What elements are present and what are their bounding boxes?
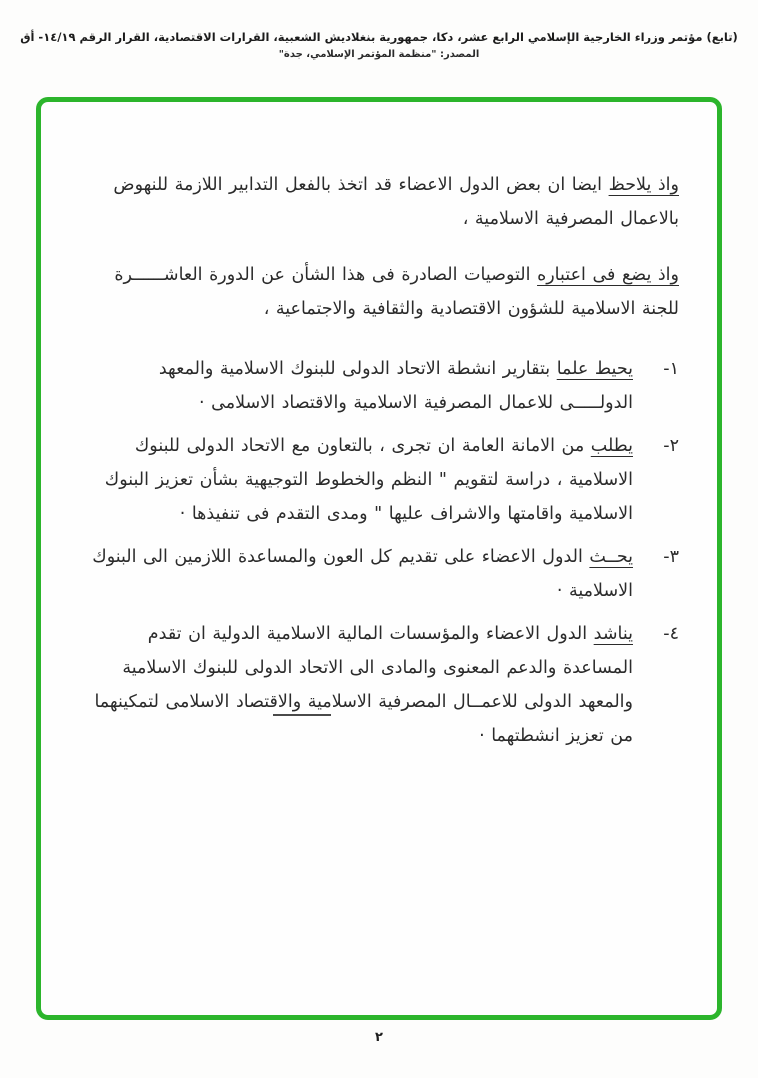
item-number: ٢-: [663, 436, 679, 456]
resolution-item: [89, 352, 679, 420]
resolution-items: [89, 352, 679, 753]
document-body: [41, 102, 717, 753]
paragraph-lead: واذ يلاحظ: [608, 175, 679, 195]
page-number: ٢: [375, 1030, 383, 1045]
item-lead: يطلب: [590, 436, 633, 456]
header-citation-line: (تابع) مؤتمر وزراء الخارجية الإسلامي الرابع عشر، دكا، جمهورية بنغلاديش الشعبية، القرارات الاقتصادية، القرار الرقم ١٤/١٩- أق: [20, 30, 738, 44]
item-lead: يحيط علما: [556, 359, 633, 379]
item-number: ٤-: [663, 624, 679, 644]
item-number: ١-: [663, 359, 679, 379]
item-rest: بتقارير انشطة الاتحاد الدولى للبنوك الاسلامية والمعهد الدولـــــى للاعمال المصرفية الاسلامية والاقتصاد الاسلامى ·: [158, 359, 633, 413]
scan-frame: [36, 97, 722, 1020]
preamble-paragraph: [89, 258, 679, 326]
item-text: [89, 540, 633, 608]
preamble-paragraph: [89, 168, 679, 236]
item-text: [89, 429, 633, 531]
item-number: ٣-: [663, 547, 679, 567]
item-rest: الدول الاعضاء على تقديم كل العون والمساعدة اللازمين الى البنوك الاسلامية ·: [92, 547, 633, 601]
resolution-item: [89, 429, 679, 531]
end-separator-line: [273, 714, 331, 716]
paragraph-text: ايضا ان بعض الدول الاعضاء قد اتخذ بالفعل التدابير اللازمة للنهوض بالاعمال المصرفية الاسلامية ،: [113, 175, 679, 229]
item-lead: يناشد: [593, 624, 633, 644]
item-text: [89, 352, 633, 420]
header-source-line: المصدر: "منظمة المؤتمر الإسلامي، جدة": [278, 49, 480, 60]
paragraph-text: التوصيات الصادرة فى هذا الشأن عن الدورة العاشــــــرة للجنة الاسلامية للشؤون الاقتصادية والثقافية والاجتماعية ،: [114, 265, 679, 319]
item-rest: من الامانة العامة ان تجرى ، بالتعاون مع الاتحاد الدولى للبنوك الاسلامية ، دراسة لتقويم " النظم والخطوط التوجيهية بشأن تعزيز البنوك الاسلامية واقامتها والاشراف عليها " ومدى التقدم فى تنفيذها ·: [104, 436, 633, 524]
item-rest: الدول الاعضاء والمؤسسات المالية الاسلامية الدولية ان تقدم المساعدة والدعم المعنوى والمادى الى الاتحاد الدولى للبنوك الاسلامية والمعهد الدولى للاعمــال المصرفية الاسلامية والاقتصاد الاسلامى لتمكينهما من تعزيز انشطتهما ·: [94, 624, 633, 746]
resolution-item: [89, 540, 679, 608]
item-text: [89, 617, 633, 753]
resolution-item: [89, 617, 679, 753]
item-lead: يحــث: [589, 547, 633, 567]
document-header: [0, 0, 758, 60]
paragraph-lead: واذ يضع فى اعتباره: [537, 265, 679, 285]
